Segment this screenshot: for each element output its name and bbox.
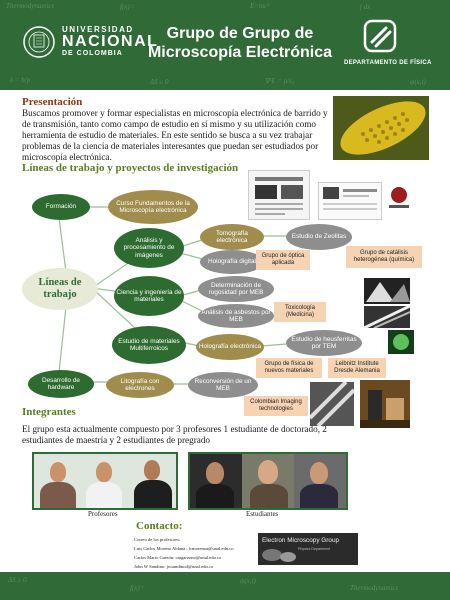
- course-node: Curso Fundamentos de la Microscopía electrónica: [108, 190, 198, 224]
- chalk-note: Thermodynamics: [6, 2, 55, 10]
- heusler-node: Estudio de heusferritas por TEM: [286, 330, 362, 356]
- materials-science-node: Ciencia y ingeniería de materiales: [114, 276, 184, 316]
- colombian-imaging-tag: Colombian Imaging technologies: [244, 396, 308, 416]
- banner-subtitle: Physics Department: [298, 547, 331, 551]
- leibnitz-institute-tag: Leibnitz Institute Dresde Alemania: [328, 358, 386, 378]
- poster-footer: [0, 572, 450, 600]
- training-node: Formación: [32, 194, 90, 220]
- person-body: [300, 484, 338, 510]
- contact-email-line[interactable]: John W Sandino: jwsandinod@unal.edu.co: [134, 564, 214, 569]
- hardware-node: Desarrollo de hardware: [28, 370, 94, 398]
- chalk-note: ∫ dx: [360, 3, 371, 11]
- electron-holography-node: Holografía electrónica: [196, 334, 264, 360]
- chalk-note: E=mc²: [250, 2, 270, 10]
- university-line-3: DE COLOMBIA: [62, 50, 123, 57]
- roughness-node: Determinación de rugosidad por MEB: [198, 276, 274, 302]
- optics-group-tag: Grupo de óptica aplicada: [256, 250, 310, 270]
- students-photo: [188, 452, 348, 510]
- person-face: [206, 462, 224, 484]
- person-body: [134, 480, 172, 510]
- banner-title: Electron Microscopy Group: [262, 537, 340, 544]
- research-lines-center-node: Líneas de trabajo: [22, 268, 98, 310]
- image-analysis-node: Análisis y procesamiento de imágenes: [114, 228, 184, 268]
- university-line-2: NACIONAL: [62, 33, 159, 50]
- person-body: [250, 484, 288, 510]
- person-face: [96, 462, 112, 482]
- students-label: Estudiantes: [246, 510, 279, 518]
- person-body: [196, 484, 234, 510]
- university-line-1: UNIVERSIDAD: [62, 25, 134, 34]
- research-heading: Líneas de trabajo y proyectos de investigación: [22, 162, 239, 174]
- chalk-note: ΔS ≥ 0: [150, 78, 169, 86]
- chalk-note: ΔS ≥ 0: [8, 576, 27, 584]
- person-face: [144, 460, 160, 480]
- micrograph-image: [388, 330, 414, 354]
- catalysis-group-tag: Grupo de catálisis heterogénea (química): [346, 246, 422, 268]
- presentation-text: Buscamos promover y formar especialistas en microscopía electrónica de barrido y de transmisión, tanto como campo de estudio en sí mismo y su utilización como herramienta de estudio de materiales. En este sentido se busca a su vez trabajar problemas de la ciencia de materiales interesantes que puedan ser estudiados por microscopía electrónica.: [22, 108, 328, 162]
- person-body: [40, 482, 76, 510]
- lithography-node: Litografía con electrones: [106, 372, 174, 398]
- tomography-node: Tomografía electrónica: [200, 224, 264, 250]
- department-name: DEPARTAMENTO DE FÍSICA: [344, 60, 432, 66]
- contact-list: [134, 535, 234, 571]
- person-body: [86, 482, 122, 510]
- chalk-note: Thermodynamics: [350, 584, 399, 592]
- members-text: El grupo esta actualmente compuesto por 3 profesores 1 estudiante de doctorado, 2 estudiantes de maestría y 2 estudiantes de pregrado: [22, 424, 327, 445]
- zeolites-node: Estudio de Zeolitas: [286, 224, 352, 250]
- contact-intro: Correo de los profesores:: [134, 537, 181, 542]
- chalk-note: ∇·E = ρ/ε₀: [265, 77, 295, 85]
- chalk-note: f(x)=: [120, 3, 135, 11]
- asbestos-node: Análisis de asbestos por MEB: [198, 304, 274, 328]
- micrograph-image: [364, 278, 410, 304]
- toxicology-tag: Toxicología (Medicina): [274, 302, 326, 322]
- lithography-micrograph-image: [310, 382, 354, 426]
- chalk-note: ψ(x,t): [410, 78, 426, 86]
- group-banner: [258, 533, 358, 565]
- chalk-note: f(x)=: [130, 584, 145, 592]
- poster-title: Grupo de Grupo de Microscopía Electrónica: [147, 25, 333, 61]
- microscope-lab-image: [360, 380, 410, 428]
- person-face: [258, 460, 278, 484]
- chalk-note: ψ(x,t): [240, 577, 256, 585]
- digital-holography-node: Holografía digital: [200, 250, 264, 274]
- contact-heading: Contacto:: [136, 520, 183, 532]
- sem-reconversion-node: Reconversión de un MEB: [188, 372, 258, 398]
- person-face: [50, 462, 66, 482]
- contact-email-line[interactable]: Luis Carlos Moreno Aldana : lcmorenoa@unal.edu.co: [134, 546, 234, 551]
- micrograph-image: [364, 306, 410, 328]
- new-materials-group-tag: Grupo de física de nuevos materiales: [256, 358, 322, 378]
- person-face: [310, 462, 328, 484]
- professors-label: Profesores: [88, 510, 118, 518]
- members-heading: Integrantes: [22, 406, 76, 418]
- contact-email-line[interactable]: Carlos Mario Garzón: cmgarzono@unal.edu.co: [134, 555, 222, 560]
- presentation-heading: Presentación: [22, 96, 83, 108]
- professors-photo: [32, 452, 178, 510]
- chalk-note: λ = h/p: [10, 76, 31, 84]
- multiferroic-node: Estudio de materiales Multiferroicos: [112, 326, 186, 364]
